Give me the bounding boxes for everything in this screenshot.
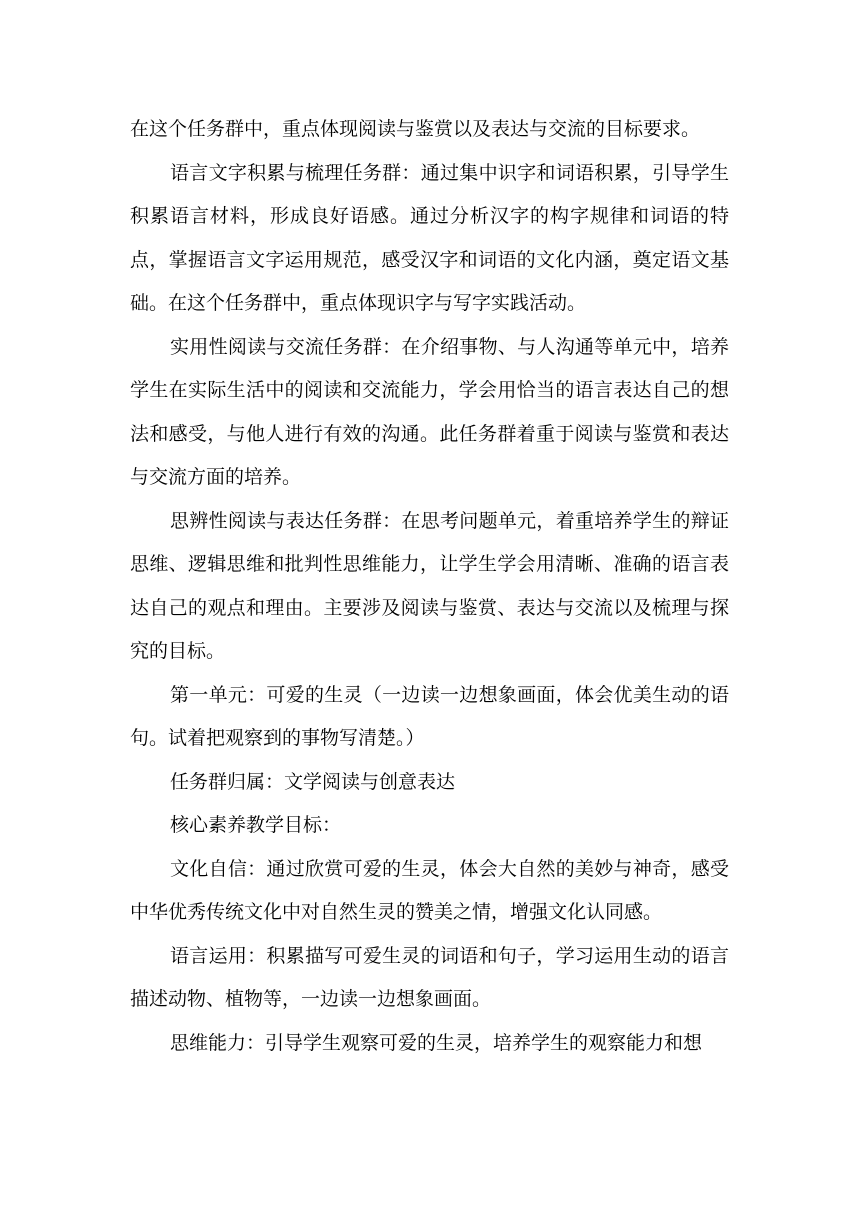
paragraph-3: 实用性阅读与交流任务群：在介绍事物、与人沟通等单元中，培养学生在实际生活中的阅读和交流能力，学会用恰当的语言表达自己的想法和感受，与他人进行有效的沟通。此任务群着重于阅读与鉴赏和表达与交流方面的培养。 [130,335,729,488]
paragraph-1: 在这个任务群中，重点体现阅读与鉴赏以及表达与交流的目标要求。 [130,118,701,140]
paragraph-4: 思辨性阅读与表达任务群：在思考问题单元，着重培养学生的辩证思维、逻辑思维和批判性思维能力，让学生学会用清晰、准确的语言表达自己的观点和理由。主要涉及阅读与鉴赏、表达与交流以及梳理与探究的目标。 [130,509,729,662]
paragraph-5: 第一单元：可爱的生灵（一边读一边想象画面，体会优美生动的语句。试着把观察到的事物写清楚。） [130,683,729,749]
paragraph-6: 任务群归属：文学阅读与创意表达 [170,770,456,793]
document-page [130,108,729,1065]
paragraph-7: 核心素养教学目标： [170,814,342,836]
paragraph-9: 语言运用：积累描写可爱生灵的词语和句子，学习运用生动的语言描述动物、植物等，一边读一边想象画面。 [130,944,729,1010]
paragraph-8: 文化自信：通过欣赏可爱的生灵，体会大自然的美妙与神奇，感受中华优秀传统文化中对自然生灵的赞美之情，增强文化认同感。 [130,857,729,923]
paragraph-2: 语言文字积累与梳理任务群：通过集中识字和词语积累，引导学生积累语言材料，形成良好语感。通过分析汉字的构字规律和词语的特点，掌握语言文字运用规范，感受汉字和词语的文化内涵，奠定语文基础。在这个任务群中，重点体现识字与写字实践活动。 [130,161,729,314]
paragraph-10: 思维能力：引导学生观察可爱的生灵，培养学生的观察能力和想 [170,1031,703,1054]
